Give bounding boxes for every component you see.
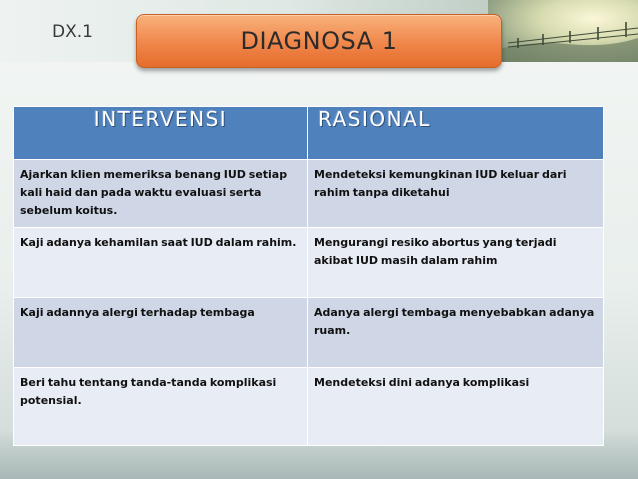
intervensi-cell: Beri tahu tentang tanda-tanda komplikasi potensial.	[14, 368, 308, 446]
rasional-cell: Mengurangi resiko abortus yang terjadi akibat IUD masih dalam rahim	[308, 228, 604, 298]
table-header-row	[14, 107, 604, 160]
diagnosis-code: DX.1	[52, 22, 93, 42]
table-row	[14, 228, 604, 298]
intervensi-cell: Kaji adanya kehamilan saat IUD dalam rahim.	[14, 228, 308, 298]
table-row	[14, 298, 604, 368]
intervensi-cell: Kaji adannya alergi terhadap tembaga	[14, 298, 308, 368]
slide-title: DIAGNOSA 1	[240, 27, 398, 55]
rasional-cell: Mendeteksi dini adanya komplikasi	[308, 368, 604, 446]
header-rasional: RASIONAL	[308, 107, 604, 160]
intervention-table	[13, 106, 604, 446]
header-intervensi: INTERVENSI	[14, 107, 308, 160]
table-row	[14, 160, 604, 228]
rasional-cell: Mendeteksi kemungkinan IUD keluar dari rahim tanpa diketahui	[308, 160, 604, 228]
title-box	[136, 14, 502, 68]
intervensi-cell: Ajarkan klien memeriksa benang IUD setiap kali haid dan pada waktu evaluasi serta sebelum koitus.	[14, 160, 308, 228]
landscape-decoration	[488, 0, 638, 62]
table-row	[14, 368, 604, 446]
fence-icon	[488, 0, 638, 62]
rasional-cell: Adanya alergi tembaga menyebabkan adanya ruam.	[308, 298, 604, 368]
